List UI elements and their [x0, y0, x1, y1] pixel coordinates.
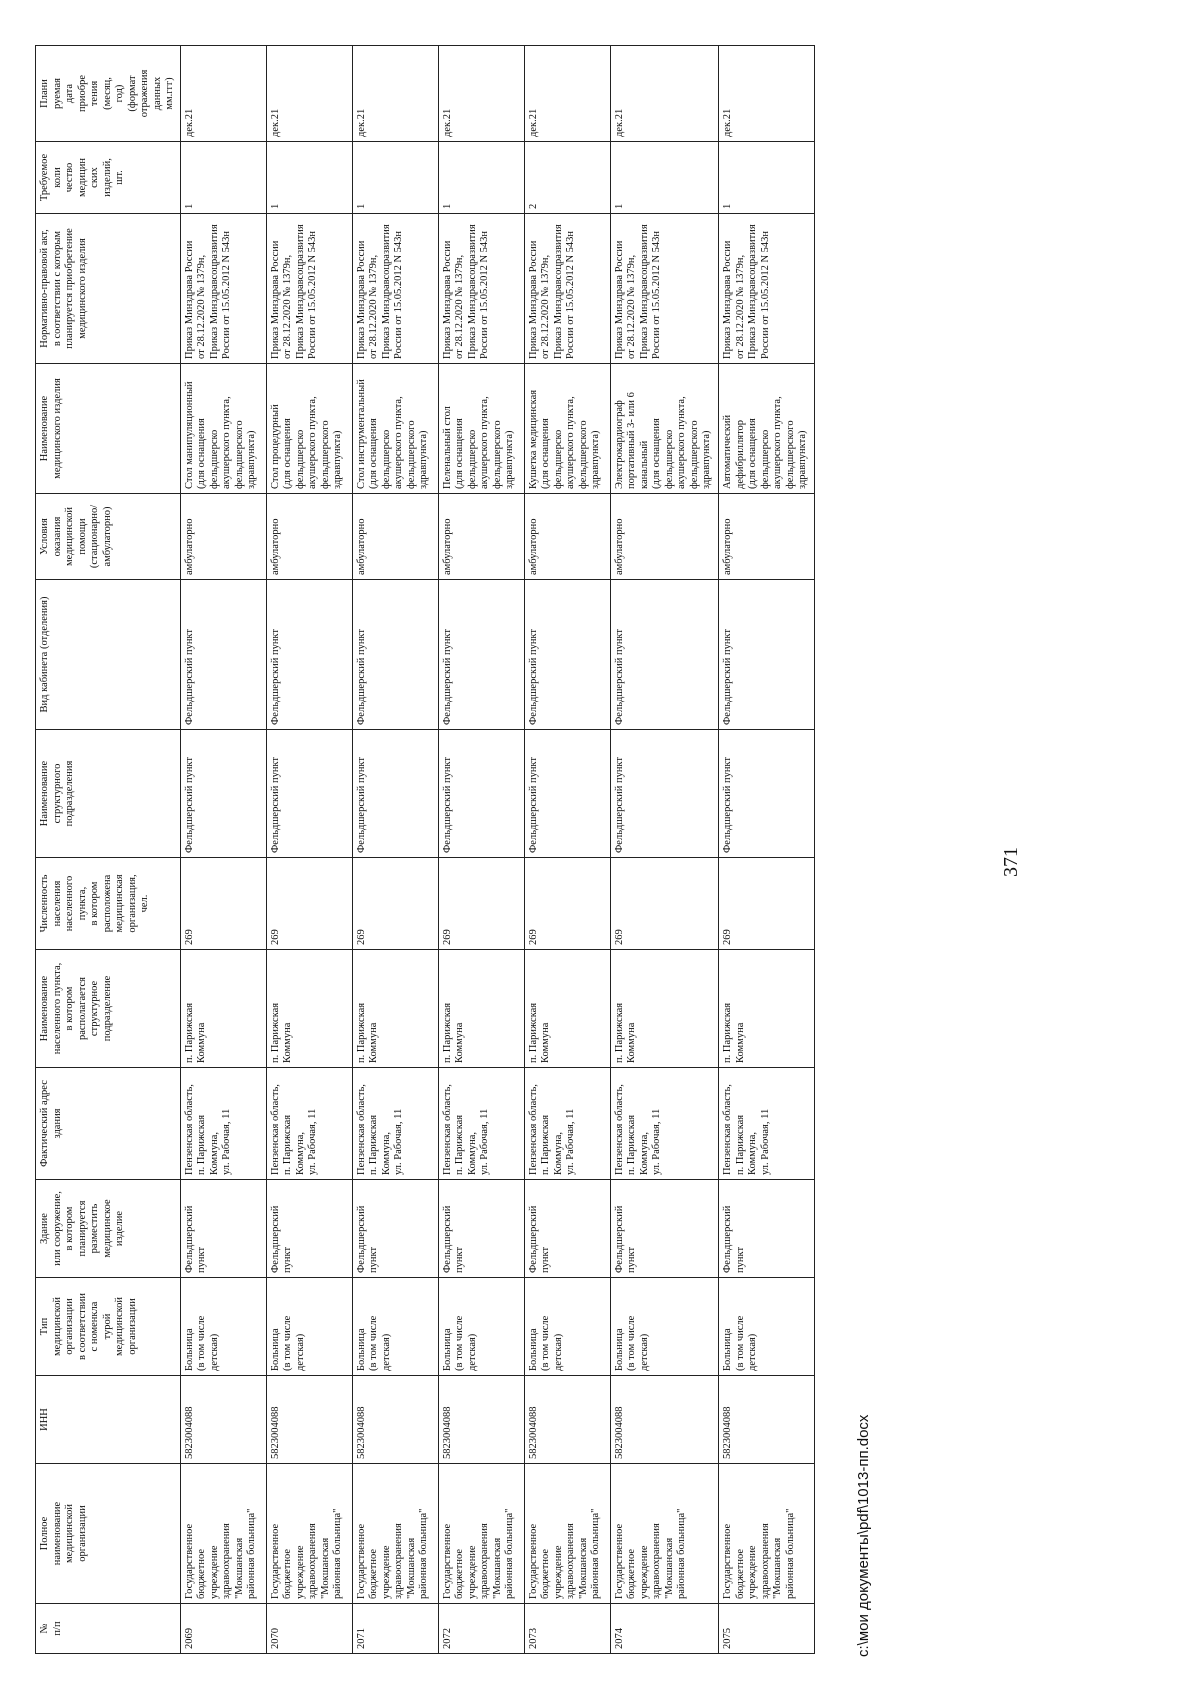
cell-text: 1: [183, 203, 195, 209]
cell-text: Стол процедурный (для оснащения фельдшерско акушерского пункта, фельдшерского здравпункта): [269, 396, 344, 489]
column-header: Здание или сооружение, в котором планируется разместить медицинское изделие: [36, 1180, 181, 1278]
cell-text: Государственное бюджетное учреждение здравоохранения "Мокшанская районная больница": [441, 1508, 516, 1599]
column-header: Наименование структурного подразделения: [36, 730, 181, 858]
cell-text: Фельдшерский пункт: [613, 629, 625, 725]
cell-text: Фельдшерский пункт: [183, 1205, 207, 1273]
cell-num: [524, 1604, 610, 1654]
cell-text: 269: [355, 929, 367, 945]
column-header: Плани руемая дата приобре тения (месяц, год) (формат отражения данных мм.ггг): [36, 46, 181, 142]
cell-address: [180, 1068, 266, 1180]
cell-act: [180, 214, 266, 364]
cell-text: дек.21: [722, 108, 734, 137]
cell-address: [352, 1068, 438, 1180]
cell-text: 1: [441, 203, 453, 209]
cell-text: Фельдшерский пункт: [355, 1205, 380, 1273]
cell-org: [180, 1464, 266, 1604]
cell-text: Государственное бюджетное учреждение здравоохранения "Мокшанская районная больница": [527, 1508, 602, 1599]
cell-inn: [719, 1376, 815, 1464]
cell-date: [610, 46, 718, 142]
cell-text: Государственное бюджетное учреждение здравоохранения "Мокшанская районная больница": [269, 1508, 344, 1599]
cell-num: [719, 1604, 815, 1654]
column-header: Фактический адрес здания: [36, 1068, 181, 1180]
cell-text: Фельдшерский пункт: [269, 757, 281, 853]
cell-inn: [610, 1376, 718, 1464]
cell-text: Фельдшерский пункт: [441, 629, 453, 725]
cell-text: Больница (в том числе детская): [613, 1315, 650, 1371]
cell-act: [266, 214, 352, 364]
cell-text: амбулаторно: [722, 518, 734, 575]
cell-text: 5823004088: [269, 1406, 281, 1459]
cell-population: [438, 858, 524, 950]
cell-subdivision: [719, 730, 815, 858]
cell-subdivision: [180, 730, 266, 858]
cell-settlement: [610, 950, 718, 1068]
cell-act: [438, 214, 524, 364]
cell-date: [719, 46, 815, 142]
cell-text: амбулаторно: [441, 518, 453, 575]
cell-inn: [524, 1376, 610, 1464]
cell-subdivision: [438, 730, 524, 858]
cell-population: [352, 858, 438, 950]
cell-text: 269: [722, 929, 734, 945]
cell-address: [524, 1068, 610, 1180]
cell-text: п. Парижская Коммуна: [441, 1002, 466, 1063]
cell-building: [180, 1180, 266, 1278]
cell-text: дек.21: [613, 108, 625, 137]
cell-cabinet: [352, 580, 438, 730]
cell-org: [524, 1464, 610, 1604]
cell-text: Фельдшерский пункт: [527, 629, 539, 725]
column-header: Нормативно-правовой акт, в соответствии с которым планируется приобретение медицинского изделия: [36, 214, 181, 364]
table-row: [524, 46, 610, 1654]
cell-text: Пензенская область, п. Парижская Коммуна, ул. Рабочая, 11: [183, 1084, 232, 1175]
cell-qty: [610, 142, 718, 214]
cell-text: п. Парижская Коммуна: [613, 1002, 638, 1063]
cell-text: 1: [355, 203, 367, 209]
cell-text: 5823004088: [183, 1406, 195, 1459]
cell-text: амбулаторно: [613, 518, 625, 575]
table-row: [266, 46, 352, 1654]
cell-text: 5823004088: [527, 1406, 539, 1459]
cell-text: 1: [722, 203, 734, 209]
cell-inn: [438, 1376, 524, 1464]
cell-text: дек.21: [183, 108, 195, 137]
cell-org: [719, 1464, 815, 1604]
cell-text: 2070: [269, 1628, 281, 1649]
cell-text: п. Парижская Коммуна: [722, 1002, 746, 1063]
table-body: [180, 46, 815, 1654]
cell-device: [352, 364, 438, 494]
cell-type: [610, 1278, 718, 1376]
cell-qty: [524, 142, 610, 214]
medical-equipment-table: [35, 45, 815, 1654]
cell-date: [180, 46, 266, 142]
cell-text: 1: [613, 203, 625, 209]
table-row: [610, 46, 718, 1654]
cell-inn: [180, 1376, 266, 1464]
cell-population: [524, 858, 610, 950]
cell-text: Стол инструментальный (для оснащения фельдшерско акушерского пункта, фельдшерского здравпункта): [355, 379, 430, 489]
table-header-row: [36, 46, 181, 1654]
cell-text: 269: [269, 929, 281, 945]
cell-text: дек.21: [269, 108, 281, 137]
cell-text: дек.21: [441, 108, 453, 137]
cell-text: Кушетка медицинская (для оснащения фельдшерско акушерского пункта, фельдшерского здравпункта): [527, 389, 602, 489]
cell-device: [610, 364, 718, 494]
cell-text: Больница (в том числе детская): [722, 1315, 759, 1371]
cell-text: 2074: [613, 1628, 625, 1649]
cell-type: [719, 1278, 815, 1376]
cell-type: [266, 1278, 352, 1376]
cell-device: [438, 364, 524, 494]
column-header: Вид кабинета (отделения): [36, 580, 181, 730]
cell-text: амбулаторно: [183, 518, 195, 575]
table-row: [352, 46, 438, 1654]
cell-subdivision: [524, 730, 610, 858]
cell-text: Пеленальный стол (для оснащения фельдшерско акушерского пункта, фельдшерского здравпункта): [441, 396, 516, 489]
cell-text: Фельдшерский пункт: [441, 757, 453, 853]
cell-text: 1: [269, 203, 281, 209]
cell-act: [352, 214, 438, 364]
cell-settlement: [266, 950, 352, 1068]
cell-settlement: [180, 950, 266, 1068]
cell-num: [610, 1604, 718, 1654]
cell-text: 2069: [183, 1628, 195, 1649]
cell-text: Больница (в том числе детская): [183, 1315, 220, 1371]
cell-cabinet: [524, 580, 610, 730]
column-header: Наименование медицинского изделия: [36, 364, 181, 494]
cell-population: [719, 858, 815, 950]
cell-subdivision: [610, 730, 718, 858]
cell-org: [610, 1464, 718, 1604]
cell-text: амбулаторно: [269, 518, 281, 575]
cell-text: Фельдшерский пункт: [269, 1205, 294, 1273]
cell-text: Приказ Минздрава России от 28.12.2020 № 1379н, Приказ Минздравсоцразвития России от 15.05.2012 N 543н: [722, 224, 771, 359]
cell-text: Пензенская область, п. Парижская Коммуна, ул. Рабочая, 11: [441, 1084, 491, 1175]
cell-text: 5823004088: [722, 1406, 734, 1459]
cell-conditions: [352, 494, 438, 580]
cell-text: Фельдшерский пункт: [269, 629, 281, 725]
cell-text: Приказ Минздрава России от 28.12.2020 № 1379н, Приказ Минздравсоцразвития России от 15.05.2012 N 543н: [355, 224, 405, 359]
table-row: [719, 46, 815, 1654]
cell-text: Государственное бюджетное учреждение здравоохранения "Мокшанская районная больница": [613, 1508, 688, 1599]
cell-building: [266, 1180, 352, 1278]
cell-device: [719, 364, 815, 494]
cell-text: Приказ Минздрава России от 28.12.2020 № 1379н, Приказ Минздравсоцразвития России от 15.05.2012 N 543н: [269, 224, 319, 359]
cell-qty: [266, 142, 352, 214]
cell-cabinet: [610, 580, 718, 730]
cell-qty: [180, 142, 266, 214]
cell-subdivision: [352, 730, 438, 858]
cell-type: [438, 1278, 524, 1376]
cell-text: 2075: [722, 1628, 734, 1649]
cell-act: [719, 214, 815, 364]
cell-text: 269: [183, 929, 195, 945]
cell-text: Фельдшерский пункт: [355, 629, 367, 725]
cell-population: [266, 858, 352, 950]
cell-text: 2072: [441, 1628, 453, 1649]
column-header: Условия оказания медицинской помощи (стационарно/ амбулаторно): [36, 494, 181, 580]
cell-conditions: [266, 494, 352, 580]
cell-text: 5823004088: [613, 1406, 625, 1459]
cell-text: Фельдшерский пункт: [722, 757, 734, 853]
cell-text: Приказ Минздрава России от 28.12.2020 № 1379н, Приказ Минздравсоцразвития России от 15.05.2012 N 543н: [183, 224, 232, 359]
cell-text: Автоматический дефибриллятор (для оснащения фельдшерско акушерского пункта, фельдшерского здравпункта): [722, 396, 809, 489]
table-row: [180, 46, 266, 1654]
cell-cabinet: [438, 580, 524, 730]
cell-type: [352, 1278, 438, 1376]
table-row: [438, 46, 524, 1654]
cell-conditions: [610, 494, 718, 580]
cell-building: [352, 1180, 438, 1278]
cell-device: [524, 364, 610, 494]
cell-text: Больница (в том числе детская): [441, 1315, 478, 1371]
cell-text: Фельдшерский пункт: [441, 1205, 466, 1273]
cell-org: [438, 1464, 524, 1604]
cell-text: 2: [527, 203, 539, 209]
cell-address: [266, 1068, 352, 1180]
cell-device: [266, 364, 352, 494]
cell-text: Фельдшерский пункт: [722, 1205, 746, 1273]
cell-date: [352, 46, 438, 142]
cell-org: [352, 1464, 438, 1604]
cell-address: [610, 1068, 718, 1180]
cell-act: [610, 214, 718, 364]
cell-address: [719, 1068, 815, 1180]
cell-text: Фельдшерский пункт: [183, 629, 195, 725]
cell-cabinet: [719, 580, 815, 730]
cell-qty: [719, 142, 815, 214]
cell-text: Пензенская область, п. Парижская Коммуна, ул. Рабочая, 11: [269, 1084, 319, 1175]
cell-text: Фельдшерский пункт: [355, 757, 367, 853]
cell-text: 5823004088: [441, 1406, 453, 1459]
cell-building: [610, 1180, 718, 1278]
cell-subdivision: [266, 730, 352, 858]
cell-date: [524, 46, 610, 142]
cell-text: 2073: [527, 1628, 539, 1649]
cell-text: п. Парижская Коммуна: [355, 1002, 380, 1063]
column-header: ИНН: [36, 1376, 181, 1464]
column-header: Тип медицинской организации в соответствии с номенкла турой медицинской организации: [36, 1278, 181, 1376]
cell-text: Фельдшерский пункт: [722, 629, 734, 725]
footer-file-path: c:\мои документы\pdf\1013-пп.docx: [855, 1414, 872, 1657]
cell-device: [180, 364, 266, 494]
cell-type: [524, 1278, 610, 1376]
cell-text: Фельдшерский пункт: [183, 757, 195, 853]
cell-num: [438, 1604, 524, 1654]
cell-date: [266, 46, 352, 142]
cell-text: 269: [441, 929, 453, 945]
cell-conditions: [524, 494, 610, 580]
cell-text: Государственное бюджетное учреждение здравоохранения "Мокшанская районная больница": [722, 1508, 796, 1599]
cell-text: 269: [527, 929, 539, 945]
column-header: Численность населения населенного пункта, в котором расположена медицинская организация, чел.: [36, 858, 181, 950]
cell-text: Пензенская область, п. Парижская Коммуна, ул. Рабочая, 11: [527, 1084, 577, 1175]
cell-text: Приказ Минздрава России от 28.12.2020 № 1379н, Приказ Минздравсоцразвития России от 15.05.2012 N 543н: [613, 224, 663, 359]
cell-act: [524, 214, 610, 364]
cell-text: п. Парижская Коммуна: [183, 1002, 207, 1063]
cell-settlement: [438, 950, 524, 1068]
cell-text: п. Парижская Коммуна: [527, 1002, 552, 1063]
cell-num: [352, 1604, 438, 1654]
cell-text: Приказ Минздрава России от 28.12.2020 № 1379н, Приказ Минздравсоцразвития России от 15.05.2012 N 543н: [441, 224, 491, 359]
cell-type: [180, 1278, 266, 1376]
cell-text: Больница (в том числе детская): [355, 1315, 392, 1371]
cell-text: 2071: [355, 1628, 367, 1649]
cell-text: Пензенская область, п. Парижская Коммуна, ул. Рабочая, 11: [355, 1084, 405, 1175]
column-header: Наименование населенного пункта, в котором располагается структурное подразделение: [36, 950, 181, 1068]
cell-text: Фельдшерский пункт: [527, 757, 539, 853]
cell-population: [180, 858, 266, 950]
cell-text: Пензенская область, п. Парижская Коммуна, ул. Рабочая, 11: [613, 1084, 663, 1175]
cell-text: амбулаторно: [355, 518, 367, 575]
cell-text: Фельдшерский пункт: [613, 757, 625, 853]
cell-text: п. Парижская Коммуна: [269, 1002, 294, 1063]
column-header: № п/п: [36, 1604, 181, 1654]
cell-qty: [352, 142, 438, 214]
cell-settlement: [719, 950, 815, 1068]
cell-org: [266, 1464, 352, 1604]
cell-inn: [352, 1376, 438, 1464]
cell-text: Фельдшерский пункт: [527, 1205, 552, 1273]
cell-text: Государственное бюджетное учреждение здравоохранения "Мокшанская районная больница": [183, 1508, 257, 1599]
cell-conditions: [180, 494, 266, 580]
cell-text: дек.21: [527, 108, 539, 137]
cell-inn: [266, 1376, 352, 1464]
cell-num: [266, 1604, 352, 1654]
cell-text: Фельдшерский пункт: [613, 1205, 638, 1273]
cell-text: 269: [613, 929, 625, 945]
column-header: Полное наименование медицинской организации: [36, 1464, 181, 1604]
cell-population: [610, 858, 718, 950]
cell-text: 5823004088: [355, 1406, 367, 1459]
cell-qty: [438, 142, 524, 214]
cell-settlement: [352, 950, 438, 1068]
cell-conditions: [438, 494, 524, 580]
cell-date: [438, 46, 524, 142]
page-number: 371: [1000, 847, 1022, 877]
cell-num: [180, 1604, 266, 1654]
cell-conditions: [719, 494, 815, 580]
cell-text: Стол манипуляционный (для оснащения фельдшерско акушерского пункта, фельдшерского здравпункта): [183, 381, 257, 489]
cell-building: [524, 1180, 610, 1278]
cell-text: Пензенская область, п. Парижская Коммуна, ул. Рабочая, 11: [722, 1084, 771, 1175]
cell-text: Приказ Минздрава России от 28.12.2020 № 1379н, Приказ Минздравсоцразвития России от 15.05.2012 N 543н: [527, 224, 577, 359]
cell-text: дек.21: [355, 108, 367, 137]
cell-settlement: [524, 950, 610, 1068]
cell-text: амбулаторно: [527, 518, 539, 575]
cell-text: Больница (в том числе детская): [527, 1315, 564, 1371]
cell-text: Больница (в том числе детская): [269, 1315, 306, 1371]
cell-address: [438, 1068, 524, 1180]
cell-building: [438, 1180, 524, 1278]
column-header: Требуемое коли чество медицин ских изделий, шт.: [36, 142, 181, 214]
cell-cabinet: [266, 580, 352, 730]
cell-text: Электрокардиограф портативный 3- или 6 канальный (для оснащения фельдшерско акушерского пункта, фельдшерского здравпункта): [613, 392, 713, 489]
cell-building: [719, 1180, 815, 1278]
cell-cabinet: [180, 580, 266, 730]
cell-text: Государственное бюджетное учреждение здравоохранения "Мокшанская районная больница": [355, 1508, 430, 1599]
